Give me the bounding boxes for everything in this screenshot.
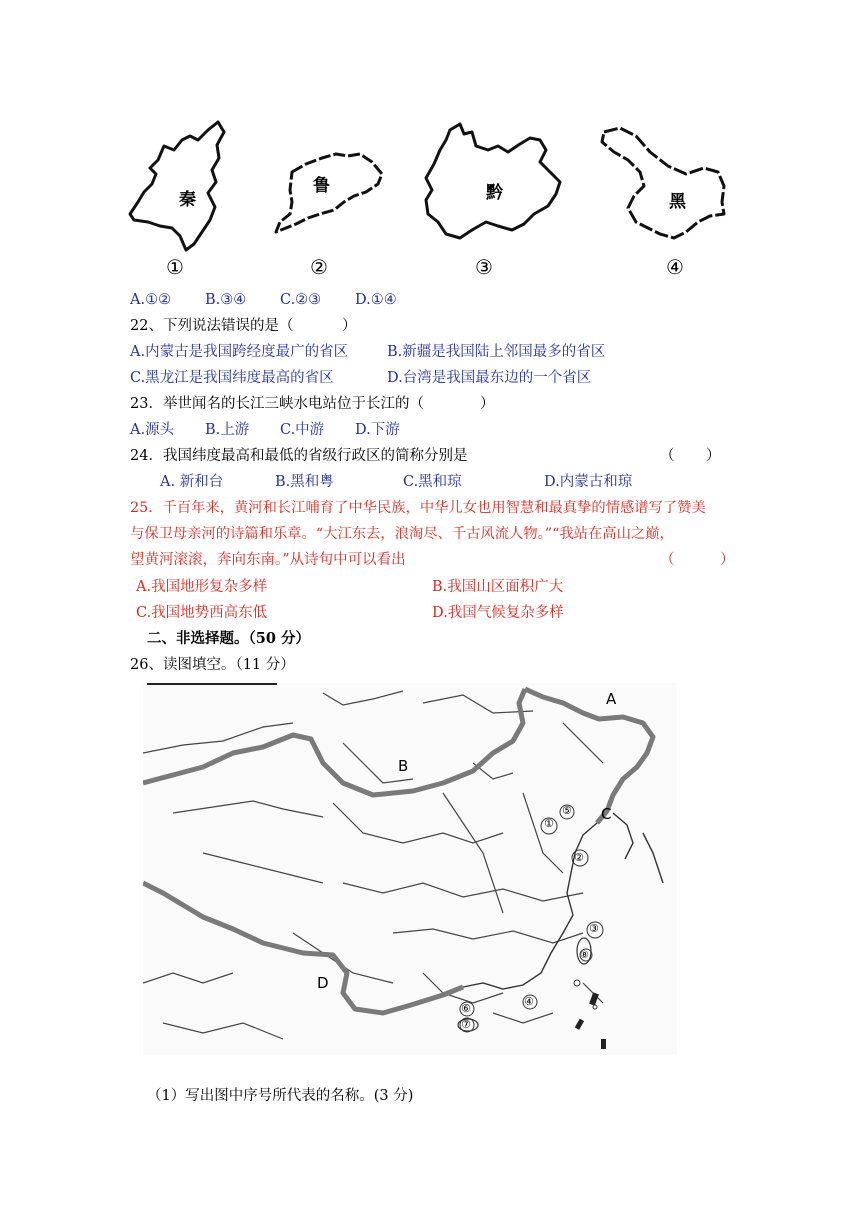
map-number-6: ⑥: [461, 1002, 471, 1015]
q24-stem: 24．我国纬度最高和最低的省级行政区的简称分别是: [130, 448, 468, 464]
province-label-lu: 鲁: [313, 176, 330, 196]
map-number-5: ⑤: [562, 804, 572, 817]
q23-stem: 23．举世闻名的长江三峡水电站位于长江的（: [130, 396, 424, 412]
q25-bracket-close: ）: [720, 552, 735, 568]
province-label-qian: 黔: [486, 183, 503, 203]
q24-option-d: D.内蒙古和琼: [544, 474, 633, 490]
q21-option-c: C.②③: [280, 292, 322, 308]
q21-option-b: B.③④: [205, 292, 247, 308]
q25-bracket-open: （: [660, 552, 675, 568]
map-label-b: B: [398, 757, 409, 775]
q23-option-b: B.上游: [205, 422, 250, 438]
q26-sub-question-1: （1）写出图中序号所代表的名称。(3 分): [147, 1088, 414, 1104]
shaanxi-outline: [130, 122, 224, 250]
map-number-2: ②: [574, 851, 584, 864]
map-label-c: C: [601, 805, 612, 823]
q22-option-d: D.台湾是我国最东边的一个省区: [387, 370, 592, 386]
province-shapes-figure: [120, 110, 740, 280]
q23-option-c: C.中游: [280, 422, 325, 438]
q26-stem: 26、读图填空。（11 分）: [130, 657, 295, 673]
map-label-a: A: [606, 690, 617, 708]
q22-bracket-close: ）: [342, 318, 357, 334]
q23-option-a: A.源头: [130, 422, 175, 438]
map-label-d: D: [317, 974, 329, 992]
heilongjiang-outline: [602, 128, 724, 238]
q22-option-a: A.内蒙古是我国跨经度最广的省区: [130, 344, 349, 360]
province-label-qin: 秦: [179, 190, 196, 210]
map-number-3: ③: [589, 922, 599, 935]
q24-bracket-close: ）: [706, 448, 721, 464]
q25-option-b: B.我国山区面积广大: [432, 579, 564, 595]
q24-bracket-open: （: [660, 448, 675, 464]
china-map-figure: [143, 683, 677, 1055]
q24-option-c: C.黑和琼: [403, 474, 462, 490]
q24-option-a: A. 新和台: [160, 474, 224, 490]
province-label-hei: 黑: [669, 192, 686, 212]
map-number-4: ④: [524, 995, 534, 1008]
map-number-1: ①: [544, 817, 554, 830]
q25-option-d: D.我国气候复杂多样: [432, 605, 564, 621]
q25-line-2: 与保卫母亲河的诗篇和乐章。“大江东去，浪淘尽、千古风流人物。”“我站在高山之巅，: [130, 526, 674, 542]
province-number-3: ③: [475, 255, 493, 279]
province-number-1: ①: [166, 255, 184, 279]
q21-option-d: D.①④: [355, 292, 397, 308]
map-number-8: ⑧: [580, 950, 589, 961]
q23-bracket-close: ）: [480, 396, 495, 412]
q23-option-d: D.下游: [355, 422, 400, 438]
q25-line-1: 25．千百年来，黄河和长江哺育了中华民族，中华儿女也用智慧和最真挚的情感谱写了赞美: [130, 500, 706, 516]
map-number-7: ⑦: [461, 1018, 471, 1031]
province-number-4: ④: [666, 255, 684, 279]
q25-option-c: C.我国地势西高东低: [136, 605, 268, 621]
q24-option-b: B.黑和粤: [275, 474, 334, 490]
q22-option-b: B.新疆是我国陆上邻国最多的省区: [387, 344, 606, 360]
q22-option-c: C.黑龙江是我国纬度最高的省区: [130, 370, 334, 386]
province-number-2: ②: [310, 255, 328, 279]
q25-option-a: A.我国地形复杂多样: [136, 579, 268, 595]
q22-stem: 22、下列说法错误的是（: [130, 318, 294, 334]
q21-option-a: A.①②: [130, 292, 172, 308]
q25-line-3: 望黄河滚滚，奔向东南。”从诗句中可以看出: [130, 552, 406, 568]
section-2-title: 二、非选择题。（50 分）: [147, 630, 310, 647]
